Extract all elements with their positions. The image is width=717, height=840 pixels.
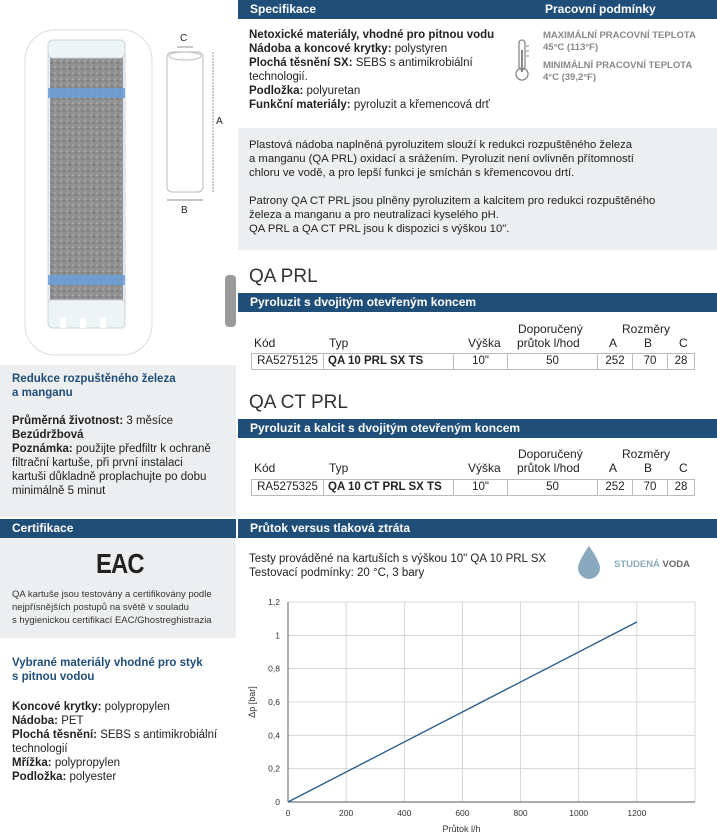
material-item: Mřížka: polypropylen — [12, 757, 121, 769]
x-tick-label: 400 — [397, 808, 412, 818]
left-details: Průměrná životnost: 3 měsíce Bezúdržbová Poznámka: použijte předfiltr k ochraně filtrační kartuše, při první instalaci kartuši důkladně proplachujte po dobu minimálně 5 minut — [12, 414, 234, 498]
conditions: MAXIMÁLNÍ PRACOVNÍ TEPLOTA 45°C (113°F) MINIMÁLNÍ PRACOVNÍ TEPLOTA 4°C (39,2°F) — [543, 30, 696, 83]
x-tick-label: 1000 — [569, 808, 589, 818]
product-subheader: Pyroluzit a kalcit s dvojitým otevřeným koncem — [238, 419, 717, 438]
y-tick-label: 0,6 — [268, 697, 280, 707]
cold-water-label: STUDENÁ VODA — [614, 559, 691, 570]
x-axis-label: Průtok l/h — [442, 824, 481, 834]
spec-header: Specifikace — [238, 0, 533, 19]
y-tick-label: 1,2 — [268, 597, 280, 607]
table-row: RA5275125 QA 10 PRL SX TS 10" 50 252 70 28 — [251, 353, 695, 370]
bezudrzbova: Bezúdržbová — [12, 429, 84, 441]
y-tick-label: 0,4 — [268, 730, 280, 741]
material-item: Koncové krytky: polypropylen — [12, 701, 170, 713]
material-item: Podložka: polyester — [12, 771, 117, 783]
scroll-handle[interactable] — [225, 275, 236, 327]
material-item: Plochá těsnění: SEBS s antimikrobiální — [12, 729, 218, 741]
conditions-header: Pracovní podmínky — [533, 0, 717, 19]
y-tick-label: 1 — [275, 630, 280, 641]
water-drop-icon — [576, 545, 602, 584]
flow-chart — [240, 590, 710, 838]
test-info: Testy prováděné na kartuších s výškou 10" QA 10 PRL SX Testovací podmínky: 20 °C, 3 bary — [249, 553, 547, 579]
left-title: Redukce rozpuštěného železa a manganu — [12, 373, 176, 399]
y-tick-label: 0,2 — [268, 763, 280, 774]
material-item: technologií — [12, 743, 68, 755]
product-image — [0, 0, 236, 365]
x-tick-label: 800 — [513, 808, 528, 818]
x-tick-label: 1200 — [627, 808, 647, 818]
zivotnost: Průměrná životnost: 3 měsíce — [12, 415, 174, 427]
y-tick-label: 0 — [275, 797, 280, 807]
cert-text: QA kartuše jsou testovány a certifikovány podle nejpřísnějších postupů na světě v souladu s hygienickou certifikací EAC/Ghostreghistrazia — [12, 589, 212, 626]
product-title: QA CT PRL — [249, 392, 348, 413]
flow-header: Průtok versus tlaková ztráta — [238, 519, 717, 538]
spec-list: Netoxické materiály, vhodné pro pitnou vodu Nádoba a koncové krytky: polystyren Plochá těsnění SX: SEBS s antimikrobiální technologií. Podložka: polyuretan Funkční materiály: pyroluzit a křemencová drť — [249, 29, 495, 111]
cert-header: Certifikace — [0, 519, 236, 538]
materials-list — [12, 700, 217, 784]
material-item: Nádoba: PET — [12, 715, 84, 727]
poznamka: Poznámka: použijte předfiltr k ochraně — [12, 443, 211, 455]
product-title: QA PRL — [249, 266, 318, 287]
x-tick-label: 0 — [285, 808, 291, 818]
product-subheader: Pyroluzit s dvojitým otevřeným koncem — [238, 293, 717, 312]
y-axis-label: Δp [bar] — [247, 686, 257, 718]
materials-title: Vybrané materiály vhodné pro styk s pitnou vodou — [12, 657, 203, 683]
x-tick-label: 200 — [339, 808, 354, 818]
y-tick-label: 0,8 — [268, 663, 280, 674]
thermometer-icon — [512, 38, 532, 85]
table-row: RA5275325 QA 10 CT PRL SX TS 10" 50 252 70 28 — [251, 479, 695, 496]
dim-b-label: B — [181, 205, 188, 216]
dim-c-label: C — [180, 33, 188, 44]
dim-a-label: A — [216, 116, 223, 127]
eac-logo: EAC — [96, 548, 144, 579]
x-tick-label: 600 — [455, 808, 470, 818]
description: Plastová nádoba naplněná pyroluzitem slouží k redukci rozpuštěného železa a manganu (QA PRL) oxidací a srážením. Pyroluzit není ovlivněn přítomností chloru ve vodě, a pro lepší funkci je smíchán s křemencovou drtí. Patrony QA CT PRL jsou plněny pyroluzitem a kalcitem pro redukci rozpuštěného železa a manganu a pro neutralizaci kyselého pH. QA PRL a QA CT PRL jsou k dispozici s výškou 10". — [249, 139, 656, 235]
